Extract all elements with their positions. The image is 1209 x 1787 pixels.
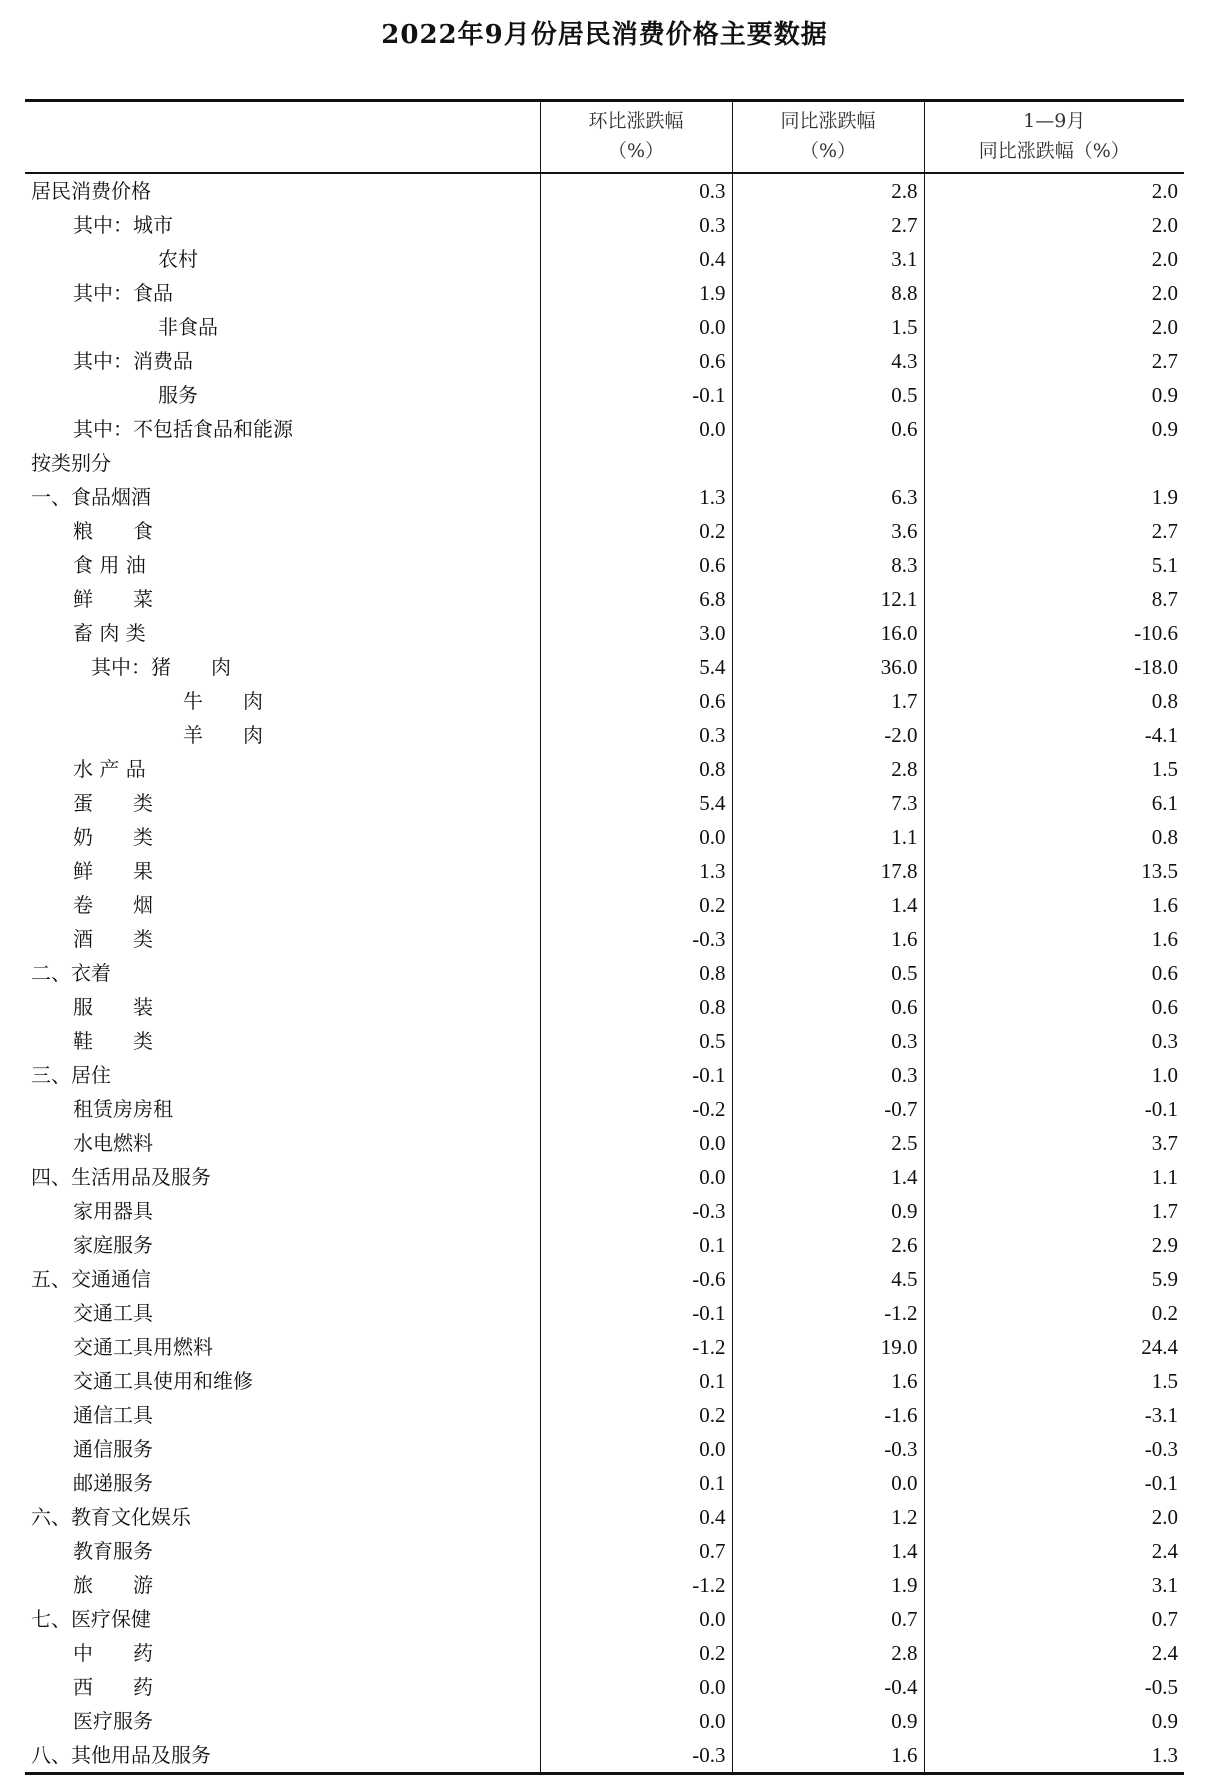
- cell-mom: 6.8: [540, 582, 732, 616]
- table-row: [25, 1534, 1184, 1568]
- cell-yoy: 7.3: [732, 786, 924, 820]
- table-row: [25, 854, 1184, 888]
- header-ytd: [924, 101, 1184, 174]
- cell-yoy: 4.3: [732, 344, 924, 378]
- cell-ytd: 5.9: [924, 1262, 1184, 1296]
- row-label: 牛 肉: [183, 689, 263, 713]
- cell-mom: 0.4: [540, 242, 732, 276]
- cell-ytd: 2.7: [924, 344, 1184, 378]
- cell-mom: -0.2: [540, 1092, 732, 1126]
- cell-yoy: 8.3: [732, 548, 924, 582]
- cell-yoy: 8.8: [732, 276, 924, 310]
- cell-yoy: -2.0: [732, 718, 924, 752]
- table-row: [25, 1262, 1184, 1296]
- cell-mom: 0.0: [540, 1704, 732, 1738]
- row-label: 其中：城市: [73, 213, 173, 237]
- table-row: [25, 1398, 1184, 1432]
- row-label: 通信服务: [73, 1437, 153, 1461]
- table-body: [25, 173, 1184, 1774]
- cell-yoy: 0.9: [732, 1704, 924, 1738]
- cell-ytd: 1.6: [924, 922, 1184, 956]
- cell-mom: 1.3: [540, 480, 732, 514]
- cell-ytd: 1.5: [924, 1364, 1184, 1398]
- row-label: 蛋 类: [73, 791, 153, 815]
- table-row: [25, 1432, 1184, 1466]
- cell-ytd: 1.1: [924, 1160, 1184, 1194]
- cell-ytd: 0.8: [924, 684, 1184, 718]
- row-label: 羊 肉: [183, 723, 263, 747]
- row-label: 非食品: [158, 315, 218, 339]
- cell-ytd: 24.4: [924, 1330, 1184, 1364]
- row-label: 交通工具用燃料: [73, 1335, 213, 1359]
- table-header: [25, 101, 1184, 174]
- cell-mom: 0.8: [540, 752, 732, 786]
- table-row: [25, 310, 1184, 344]
- cell-yoy: 0.6: [732, 990, 924, 1024]
- header-mom-label: 环比涨跌幅: [588, 110, 684, 132]
- cell-yoy: 0.3: [732, 1058, 924, 1092]
- cell-ytd: 0.9: [924, 378, 1184, 412]
- row-label: 鲜 果: [73, 859, 153, 883]
- row-label: 五、交通通信: [31, 1267, 151, 1291]
- table-row: [25, 922, 1184, 956]
- table-row: [25, 173, 1184, 208]
- cell-yoy: -1.2: [732, 1296, 924, 1330]
- cell-mom: 0.0: [540, 1432, 732, 1466]
- header-ytd-period: 1—9月: [1023, 110, 1086, 132]
- cell-ytd: -0.5: [924, 1670, 1184, 1704]
- cell-yoy: 19.0: [732, 1330, 924, 1364]
- table-row: [25, 480, 1184, 514]
- table-row: [25, 684, 1184, 718]
- table-row: [25, 412, 1184, 446]
- cell-yoy: -0.4: [732, 1670, 924, 1704]
- cell-ytd: 1.5: [924, 752, 1184, 786]
- cell-yoy: 0.0: [732, 1466, 924, 1500]
- table-row: [25, 1602, 1184, 1636]
- cell-yoy: -0.3: [732, 1432, 924, 1466]
- cell-mom: 0.6: [540, 548, 732, 582]
- cell-ytd: 2.7: [924, 514, 1184, 548]
- table-row: [25, 820, 1184, 854]
- cell-mom: 5.4: [540, 650, 732, 684]
- table-row: [25, 1670, 1184, 1704]
- table-row: [25, 1092, 1184, 1126]
- cell-ytd: 2.0: [924, 276, 1184, 310]
- cell-yoy: 0.5: [732, 956, 924, 990]
- row-label: 家用器具: [73, 1199, 153, 1223]
- row-label: 租赁房房租: [73, 1097, 173, 1121]
- row-label: 家庭服务: [73, 1233, 153, 1257]
- table-row: [25, 752, 1184, 786]
- cell-mom: -0.1: [540, 1058, 732, 1092]
- cell-ytd: -4.1: [924, 718, 1184, 752]
- row-label: 教育服务: [73, 1539, 153, 1563]
- row-label: 水 产 品: [73, 757, 146, 781]
- row-label: 一、食品烟酒: [31, 485, 151, 509]
- table-row: [25, 1296, 1184, 1330]
- cell-mom: 0.0: [540, 1160, 732, 1194]
- cell-yoy: 16.0: [732, 616, 924, 650]
- cell-yoy: 0.7: [732, 1602, 924, 1636]
- cell-yoy: 3.6: [732, 514, 924, 548]
- header-mom-unit: （%）: [607, 140, 665, 162]
- header-ytd-label: 同比涨跌幅（%）: [978, 140, 1130, 162]
- row-label: 酒 类: [73, 927, 153, 951]
- row-label: 二、衣着: [31, 961, 111, 985]
- cell-mom: 0.4: [540, 1500, 732, 1534]
- cell-mom: -0.6: [540, 1262, 732, 1296]
- row-label: 畜 肉 类: [73, 621, 146, 645]
- cell-mom: -1.2: [540, 1568, 732, 1602]
- table-row: [25, 1364, 1184, 1398]
- cell-yoy: 36.0: [732, 650, 924, 684]
- cell-mom: 0.2: [540, 1636, 732, 1670]
- cell-ytd: 0.9: [924, 1704, 1184, 1738]
- row-label: 通信工具: [73, 1403, 153, 1427]
- cell-mom: 0.0: [540, 412, 732, 446]
- cell-mom: -0.1: [540, 378, 732, 412]
- cell-ytd: -0.1: [924, 1092, 1184, 1126]
- cell-ytd: 3.1: [924, 1568, 1184, 1602]
- cell-ytd: -0.3: [924, 1432, 1184, 1466]
- cell-yoy: 0.3: [732, 1024, 924, 1058]
- cell-ytd: 2.0: [924, 1500, 1184, 1534]
- row-label: 按类别分: [31, 451, 111, 475]
- cell-ytd: 1.9: [924, 480, 1184, 514]
- cell-mom: 0.5: [540, 1024, 732, 1058]
- table-row: [25, 1636, 1184, 1670]
- cell-yoy: 1.4: [732, 1160, 924, 1194]
- row-label: 食 用 油: [73, 553, 146, 577]
- table-row: [25, 1126, 1184, 1160]
- cell-mom: 0.6: [540, 684, 732, 718]
- cell-yoy: 1.5: [732, 310, 924, 344]
- cell-mom: 3.0: [540, 616, 732, 650]
- table-row: [25, 888, 1184, 922]
- cell-mom: 0.3: [540, 208, 732, 242]
- table-row: [25, 1058, 1184, 1092]
- cell-yoy: 2.8: [732, 1636, 924, 1670]
- row-label: 卷 烟: [73, 893, 153, 917]
- cell-mom: 0.1: [540, 1466, 732, 1500]
- row-label: 六、教育文化娱乐: [31, 1505, 191, 1529]
- cell-yoy: 4.5: [732, 1262, 924, 1296]
- table-row: [25, 582, 1184, 616]
- header-yoy-label: 同比涨跌幅: [780, 110, 876, 132]
- cell-yoy: [732, 446, 924, 480]
- cell-yoy: 1.4: [732, 888, 924, 922]
- row-label: 奶 类: [73, 825, 153, 849]
- row-label: 八、其他用品及服务: [31, 1743, 211, 1767]
- cell-ytd: -18.0: [924, 650, 1184, 684]
- cell-yoy: 6.3: [732, 480, 924, 514]
- cell-yoy: 1.4: [732, 1534, 924, 1568]
- cell-mom: 0.3: [540, 173, 732, 208]
- cell-mom: 0.1: [540, 1364, 732, 1398]
- cell-ytd: 1.0: [924, 1058, 1184, 1092]
- cell-yoy: 1.6: [732, 922, 924, 956]
- row-label: 其中：不包括食品和能源: [73, 417, 293, 441]
- table-row: [25, 208, 1184, 242]
- cell-yoy: 12.1: [732, 582, 924, 616]
- row-label: 交通工具: [73, 1301, 153, 1325]
- cell-mom: 0.2: [540, 888, 732, 922]
- cell-yoy: 17.8: [732, 854, 924, 888]
- table-row: [25, 242, 1184, 276]
- cell-yoy: 1.2: [732, 1500, 924, 1534]
- cell-yoy: 0.9: [732, 1194, 924, 1228]
- cell-ytd: -0.1: [924, 1466, 1184, 1500]
- cell-yoy: 1.7: [732, 684, 924, 718]
- row-label: 水电燃料: [73, 1131, 153, 1155]
- table-row: [25, 1500, 1184, 1534]
- cell-ytd: 2.0: [924, 310, 1184, 344]
- table-row: [25, 446, 1184, 480]
- cell-ytd: 0.7: [924, 1602, 1184, 1636]
- cell-mom: 0.0: [540, 1126, 732, 1160]
- table-row: [25, 1024, 1184, 1058]
- cell-ytd: 2.4: [924, 1636, 1184, 1670]
- table-row: [25, 344, 1184, 378]
- row-label: 居民消费价格: [31, 179, 151, 203]
- cell-yoy: 2.7: [732, 208, 924, 242]
- cell-mom: [540, 446, 732, 480]
- cell-mom: 0.0: [540, 1602, 732, 1636]
- cell-mom: 0.2: [540, 514, 732, 548]
- cell-mom: 0.2: [540, 1398, 732, 1432]
- header-mom: [540, 101, 732, 174]
- cell-ytd: 0.6: [924, 956, 1184, 990]
- cell-mom: 1.9: [540, 276, 732, 310]
- header-yoy-unit: （%）: [799, 140, 857, 162]
- cell-ytd: 8.7: [924, 582, 1184, 616]
- table-row: [25, 1568, 1184, 1602]
- table-row: [25, 650, 1184, 684]
- cell-ytd: 0.3: [924, 1024, 1184, 1058]
- row-label: 农村: [158, 247, 198, 271]
- cell-mom: 5.4: [540, 786, 732, 820]
- table-row: [25, 1704, 1184, 1738]
- cell-yoy: 2.8: [732, 173, 924, 208]
- cell-ytd: 6.1: [924, 786, 1184, 820]
- cell-ytd: 2.0: [924, 173, 1184, 208]
- page-title: 2022年9月份居民消费价格主要数据: [381, 20, 828, 50]
- row-label: 其中：消费品: [73, 349, 193, 373]
- cell-ytd: 0.2: [924, 1296, 1184, 1330]
- cell-yoy: 0.5: [732, 378, 924, 412]
- row-label: 交通工具使用和维修: [73, 1369, 253, 1393]
- cell-ytd: 1.3: [924, 1738, 1184, 1774]
- cell-yoy: 2.8: [732, 752, 924, 786]
- table-row: [25, 616, 1184, 650]
- row-label: 中 药: [73, 1641, 153, 1665]
- header-yoy: [732, 101, 924, 174]
- table-row: [25, 378, 1184, 412]
- table-row: [25, 1466, 1184, 1500]
- row-label: 服 装: [73, 995, 153, 1019]
- row-label: 粮 食: [73, 519, 153, 543]
- table-row: [25, 514, 1184, 548]
- cell-yoy: 2.6: [732, 1228, 924, 1262]
- cell-ytd: -3.1: [924, 1398, 1184, 1432]
- cell-ytd: 2.4: [924, 1534, 1184, 1568]
- cell-mom: 0.1: [540, 1228, 732, 1262]
- table-row: [25, 1228, 1184, 1262]
- table-row: [25, 1738, 1184, 1774]
- cell-mom: 0.7: [540, 1534, 732, 1568]
- cell-mom: 0.6: [540, 344, 732, 378]
- row-label: 医疗服务: [73, 1709, 153, 1733]
- cell-ytd: 5.1: [924, 548, 1184, 582]
- table-row: [25, 1160, 1184, 1194]
- table-row: [25, 956, 1184, 990]
- cell-mom: 0.0: [540, 820, 732, 854]
- cell-mom: -0.3: [540, 1194, 732, 1228]
- cell-mom: 1.3: [540, 854, 732, 888]
- cell-ytd: [924, 446, 1184, 480]
- cell-yoy: -1.6: [732, 1398, 924, 1432]
- table-row: [25, 1194, 1184, 1228]
- cpi-data-table: [25, 99, 1184, 1775]
- cell-yoy: 2.5: [732, 1126, 924, 1160]
- cell-mom: -0.3: [540, 1738, 732, 1774]
- table-row: [25, 990, 1184, 1024]
- cell-ytd: 2.9: [924, 1228, 1184, 1262]
- row-label: 四、生活用品及服务: [31, 1165, 211, 1189]
- cell-mom: 0.3: [540, 718, 732, 752]
- row-label: 西 药: [73, 1675, 153, 1699]
- cell-mom: 0.0: [540, 1670, 732, 1704]
- cell-ytd: -10.6: [924, 616, 1184, 650]
- cell-yoy: 1.6: [732, 1738, 924, 1774]
- cell-mom: -0.1: [540, 1296, 732, 1330]
- row-label: 三、居住: [31, 1063, 111, 1087]
- cell-yoy: 3.1: [732, 242, 924, 276]
- cell-yoy: 1.6: [732, 1364, 924, 1398]
- cell-mom: -1.2: [540, 1330, 732, 1364]
- row-label: 邮递服务: [73, 1471, 153, 1495]
- row-label: 其中：食品: [73, 281, 173, 305]
- cell-mom: 0.8: [540, 956, 732, 990]
- cell-ytd: 1.7: [924, 1194, 1184, 1228]
- cell-ytd: 0.8: [924, 820, 1184, 854]
- table-row: [25, 1330, 1184, 1364]
- cell-mom: 0.0: [540, 310, 732, 344]
- cell-mom: -0.3: [540, 922, 732, 956]
- table-row: [25, 548, 1184, 582]
- row-label: 鞋 类: [73, 1029, 153, 1053]
- cell-ytd: 2.0: [924, 208, 1184, 242]
- row-label: 其中：猪 肉: [91, 655, 231, 679]
- cell-ytd: 3.7: [924, 1126, 1184, 1160]
- cell-yoy: -0.7: [732, 1092, 924, 1126]
- cell-ytd: 0.9: [924, 412, 1184, 446]
- cell-ytd: 2.0: [924, 242, 1184, 276]
- row-label: 服务: [158, 383, 198, 407]
- table-row: [25, 786, 1184, 820]
- cell-ytd: 1.6: [924, 888, 1184, 922]
- header-item: [25, 101, 540, 174]
- cell-yoy: 0.6: [732, 412, 924, 446]
- cell-yoy: 1.9: [732, 1568, 924, 1602]
- cell-yoy: 1.1: [732, 820, 924, 854]
- row-label: 鲜 菜: [73, 587, 153, 611]
- table-row: [25, 276, 1184, 310]
- table-row: [25, 718, 1184, 752]
- row-label: 七、医疗保健: [31, 1607, 151, 1631]
- cell-mom: 0.8: [540, 990, 732, 1024]
- row-label: 旅 游: [73, 1573, 153, 1597]
- cell-ytd: 13.5: [924, 854, 1184, 888]
- cell-ytd: 0.6: [924, 990, 1184, 1024]
